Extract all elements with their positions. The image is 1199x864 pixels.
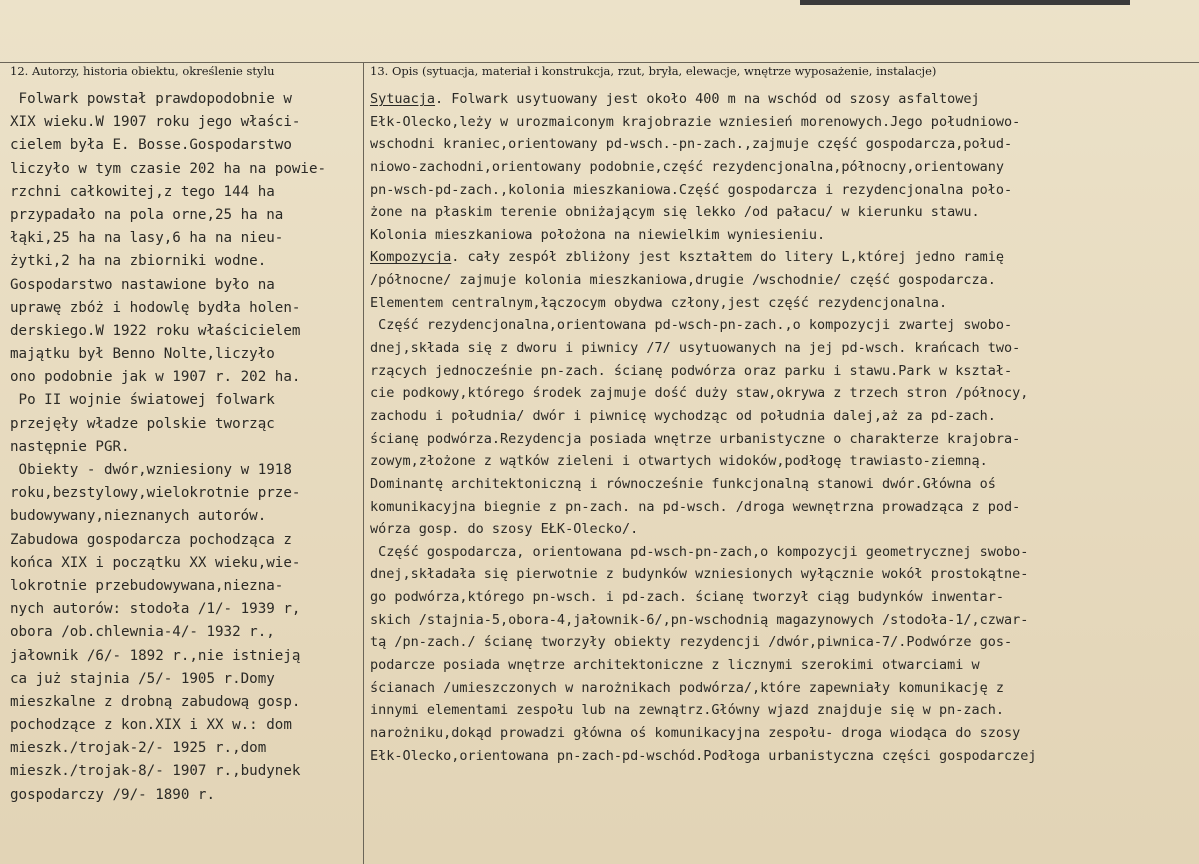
line-text: ścianę podwórza.Rezydencja posiada wnętrze urbanistyczne o charakterze krajobra- bbox=[370, 430, 1021, 447]
text-line bbox=[370, 382, 1195, 405]
line-text: Część gospodarcza, orientowana pd-wsch-pn-zach,o kompozycji geometrycznej swobo- bbox=[370, 543, 1029, 560]
text-line bbox=[370, 224, 1195, 247]
text-line: mieszk./trojak-8/- 1907 r.,budynek bbox=[10, 763, 301, 780]
text-line: lokrotnie przebudowywana,niezna- bbox=[10, 577, 284, 594]
text-line: Po II wojnie światowej folwark bbox=[10, 392, 275, 409]
text-line bbox=[370, 156, 1195, 179]
column-divider bbox=[363, 62, 364, 864]
right-column-header: 13. Opis (sytuacja, materiał i konstrukcja, rzut, bryła, elewacje, wnętrze wyposażenie, instalacje) bbox=[370, 64, 937, 78]
line-text: podarcze posiada wnętrze architektoniczne z licznymi szerokimi otwarciami w bbox=[370, 657, 980, 674]
text-line: rzchni całkowitej,z tego 144 ha bbox=[10, 183, 275, 200]
text-line bbox=[370, 450, 1195, 473]
text-line: liczyło w tym czasie 202 ha na powie- bbox=[10, 160, 327, 177]
text-line: końca XIX i początku XX wieku,wie- bbox=[10, 554, 301, 571]
description-text-column bbox=[370, 88, 1195, 767]
text-line bbox=[370, 201, 1195, 224]
line-text: . cały zespół zbliżony jest kształtem do litery L,której jedno ramię bbox=[451, 249, 1004, 266]
text-line bbox=[370, 314, 1195, 337]
text-line bbox=[370, 745, 1195, 768]
line-text: Elementem centralnym,łączocym obydwa człony,jest część rezydencjonalna. bbox=[370, 294, 948, 311]
text-line bbox=[370, 654, 1195, 677]
line-text: skich /stajnia-5,obora-4,jałownik-6/,pn-wschodnią magazynowych /stodoła-1/,czwar- bbox=[370, 611, 1029, 628]
top-edge-mark bbox=[800, 0, 1130, 5]
text-line bbox=[370, 518, 1195, 541]
text-line: przejęły władze polskie tworząc bbox=[10, 415, 275, 432]
text-line bbox=[370, 337, 1195, 360]
text-line bbox=[370, 88, 1195, 111]
section-heading: Sytuacja bbox=[370, 91, 436, 107]
text-line bbox=[370, 360, 1195, 383]
text-line: mieszkalne z drobną zabudową gosp. bbox=[10, 693, 301, 710]
line-text: Ełk-Olecko,leży w urozmaiconym krajobrazie wzniesień morenowych.Jego południowo- bbox=[370, 113, 1021, 130]
text-line: Folwark powstał prawdopodobnie w bbox=[10, 91, 292, 107]
line-text: tą /pn-zach./ ścianę tworzyły obiekty rezydencji /dwór,piwnica-7/.Podwórze gos- bbox=[370, 634, 1013, 651]
line-text: Kolonia mieszkaniowa położona na niewielkim wyniesieniu. bbox=[370, 226, 826, 243]
text-line bbox=[370, 473, 1195, 496]
text-line bbox=[370, 586, 1195, 609]
text-line bbox=[370, 677, 1195, 700]
header-rule bbox=[0, 62, 1199, 63]
history-text-column bbox=[10, 88, 358, 807]
line-text: dnej,składała się pierwotnie z budynków wzniesionych wyłącznie wokół prostokątne- bbox=[370, 566, 1029, 583]
line-text: innymi elementami zespołu lub na zewnątrz.Główny wjazd znajduje się w pn-zach. bbox=[370, 702, 1004, 719]
text-line bbox=[370, 428, 1195, 451]
text-line: derskiego.W 1922 roku właścicielem bbox=[10, 322, 301, 339]
text-line: XIX wieku.W 1907 roku jego właści- bbox=[10, 114, 301, 131]
text-line: nych autorów: stodoła /1/- 1939 r, bbox=[10, 601, 301, 618]
text-line: jałownik /6/- 1892 r.,nie istnieją bbox=[10, 647, 301, 664]
text-line bbox=[370, 563, 1195, 586]
line-text: komunikacyjna biegnie z pn-zach. na pd-wsch. /droga wewnętrzna prowadząca z pod- bbox=[370, 498, 1021, 515]
text-line bbox=[370, 699, 1195, 722]
text-line: pochodzące z kon.XIX i XX w.: dom bbox=[10, 717, 292, 734]
text-line bbox=[370, 541, 1195, 564]
text-line bbox=[370, 179, 1195, 202]
line-text: Dominantę architektoniczną i równocześnie funkcjonalną stanowi dwór.Główna oś bbox=[370, 475, 996, 492]
line-text: ścianach /umieszczonych w narożnikach podwórza/,które zapewniały komunikację z bbox=[370, 679, 1004, 696]
text-line bbox=[370, 722, 1195, 745]
line-text: narożniku,dokąd prowadzi główna oś komunikacyjna zespołu- droga wiodąca do szosy bbox=[370, 724, 1021, 741]
line-text: wórza gosp. do szosy EŁK-Olecko/. bbox=[370, 521, 639, 538]
left-column-header: 12. Autorzy, historia obiektu, określenie stylu bbox=[10, 64, 275, 78]
text-line bbox=[370, 496, 1195, 519]
line-text: wschodni kraniec,orientowany pd-wsch.-pn-zach.,zajmuje część gospodarcza,połud- bbox=[370, 136, 1013, 153]
text-line bbox=[370, 631, 1195, 654]
text-line: cielem była E. Bosse.Gospodarstwo bbox=[10, 137, 292, 154]
text-line bbox=[370, 246, 1195, 269]
line-text: /północne/ zajmuje kolonia mieszkaniowa,drugie /wschodnie/ część gospodarcza. bbox=[370, 272, 996, 289]
text-line bbox=[370, 405, 1195, 428]
text-line: majątku był Benno Nolte,liczyło bbox=[10, 346, 275, 363]
text-line: budowywany,nieznanych autorów. bbox=[10, 508, 267, 525]
text-line: żytki,2 ha na zbiorniki wodne. bbox=[10, 253, 267, 270]
text-line: ca już stajnia /5/- 1905 r.Domy bbox=[10, 670, 275, 687]
text-line: obora /ob.chlewnia-4/- 1932 r., bbox=[10, 624, 275, 641]
text-line: ono podobnie jak w 1907 r. 202 ha. bbox=[10, 369, 301, 386]
text-line: Zabudowa gospodarcza pochodząca z bbox=[10, 531, 292, 548]
text-line bbox=[370, 269, 1195, 292]
line-text: pn-wsch-pd-zach.,kolonia mieszkaniowa.Część gospodarcza i rezydencjonalna poło- bbox=[370, 181, 1013, 198]
text-line: przypadało na pola orne,25 ha na bbox=[10, 206, 284, 223]
line-text: Część rezydencjonalna,orientowana pd-wsch-pn-zach.,o kompozycji zwartej swobo- bbox=[370, 317, 1013, 334]
text-line bbox=[370, 292, 1195, 315]
line-text: cie podkowy,którego środek zajmuje dość duży staw,okrywa z trzech stron /północy, bbox=[370, 385, 1029, 402]
text-line: uprawę zbóż i hodowlę bydła holen- bbox=[10, 299, 301, 316]
text-line bbox=[370, 133, 1195, 156]
text-line: roku,bezstylowy,wielokrotnie prze- bbox=[10, 485, 301, 502]
text-line: Gospodarstwo nastawione było na bbox=[10, 276, 275, 293]
line-text: . Folwark usytuowany jest około 400 m na wschód od szosy asfaltowej bbox=[435, 91, 980, 107]
text-line: następnie PGR. bbox=[10, 438, 130, 455]
line-text: dnej,składa się z dworu i piwnicy /7/ usytuowanych na jej pd-wsch. krańcach two- bbox=[370, 340, 1021, 357]
section-heading: Kompozycja bbox=[370, 249, 452, 266]
text-line: mieszk./trojak-2/- 1925 r.,dom bbox=[10, 740, 267, 757]
line-text: go podwórza,którego pn-wsch. i pd-zach. ścianę tworzył ciąg budynków inwentar- bbox=[370, 589, 1004, 606]
line-text: Ełk-Olecko,orientowana pn-zach-pd-wschód.Podłoga urbanistyczna części gospodarczej bbox=[370, 747, 1037, 764]
line-text: rzących jednocześnie pn-zach. ścianę podwórza oraz parku i stawu.Park w kształ- bbox=[370, 362, 1013, 379]
line-text: niowo-zachodni,orientowany podobnie,część rezydencjonalna,północny,orientowany bbox=[370, 158, 1004, 175]
line-text: żone na płaskim terenie obniżającym się lekko /od pałacu/ w kierunku stawu. bbox=[370, 204, 980, 221]
line-text: zachodu i południa/ dwór i piwnicę wychodząc od południa dalej,aż za pd-zach. bbox=[370, 407, 996, 424]
text-line: łąki,25 ha na lasy,6 ha na nieu- bbox=[10, 230, 284, 247]
text-line bbox=[370, 609, 1195, 632]
text-line bbox=[370, 111, 1195, 134]
text-line: gospodarczy /9/- 1890 r. bbox=[10, 786, 215, 803]
line-text: zowym,złożone z wątków zieleni i otwartych widoków,podłogę trawiasto-ziemną. bbox=[370, 453, 988, 470]
text-line: Obiekty - dwór,wzniesiony w 1918 bbox=[10, 462, 292, 478]
